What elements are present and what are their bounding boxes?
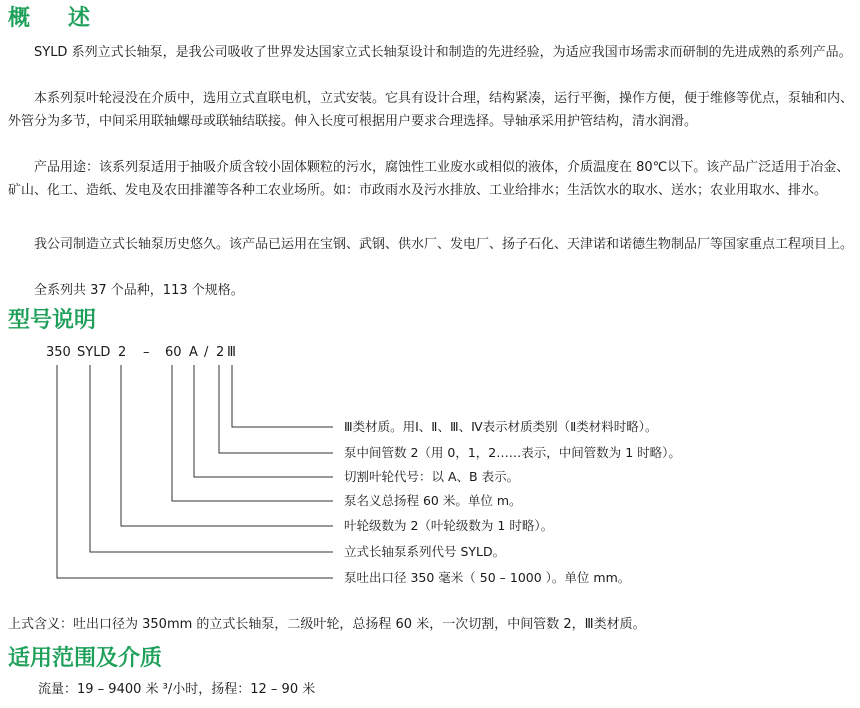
overview-paragraph-structure: 本系列泵叶轮浸没在介质中，选用立式直联电机，立式安装。它具有设计合理，结构紧凑，运行平衡，操作方便，便于维修等优点，泵轴和内、外管分为多节，中间采用联轴螺母或联轴结联接。伸入长度可根据用户要求合理选择。导轴承采用护管结构，清水润滑。 [8,91,854,129]
desc-pipes: 泵中间管数 2（用 0，1，2……表示，中间管数为 1 时略）。 [344,445,681,460]
desc-diameter: 泵吐出口径 350 毫米（ 50 – 1000 ）。单位 mm。 [344,570,631,585]
overview-heading: 概 述 [8,6,99,31]
model-part-stages: 2 [118,345,127,360]
model-part-material: Ⅲ [227,345,236,360]
model-heading: 型号说明 [8,308,97,333]
model-part-head: 60 [165,345,182,360]
desc-head: 泵名义总扬程 60 米。单位 m。 [344,493,522,508]
overview-paragraph-history: 我公司制造立式长轴泵历史悠久。该产品已运用在宝钢、武钢、供水厂、发电厂、扬子石化、天津诺和诺德生物制品厂等国家重点工程项目上。 [34,237,854,252]
scope-heading: 适用范围及介质 [8,646,163,671]
model-part-slash: / [204,345,209,360]
desc-stages: 叶轮级数为 2（叶轮级数为 1 时略）。 [344,518,554,533]
connector-series [90,365,333,552]
model-part-series: SYLD [77,345,111,360]
model-part-dash: – [143,345,150,360]
desc-cut: 切割叶轮代号：以 A、B 表示。 [344,469,520,484]
model-summary: 上式含义：吐出口径为 350mm 的立式长轴泵，二级叶轮，总扬程 60 米，一次切割，中间管数 2，Ⅲ类材质。 [8,617,646,632]
desc-series: 立式长轴泵系列代号 SYLD。 [344,544,506,559]
model-part-pipes: 2 [216,345,225,360]
model-part-diameter: 350 [46,345,71,360]
overview-paragraph-intro: SYLD 系列立式长轴泵，是我公司吸收了世界发达国家立式长轴泵设计和制造的先进经验，为适应我国市场需求而研制的先进成熟的系列产品。 [34,45,852,60]
connector-pipes [219,365,333,453]
connector-material [232,365,333,427]
desc-material: Ⅲ类材质。用Ⅰ、Ⅱ、Ⅲ、Ⅳ表示材质类别（Ⅱ类材料时略）。 [344,419,658,434]
model-part-cut: A [189,345,198,360]
connector-cut [194,365,333,477]
overview-paragraph-range: 全系列共 37 个品种，113 个规格。 [34,283,244,298]
overview-paragraph-usage: 产品用途：该系列泵适用于抽吸介质含较小固体颗粒的污水，腐蚀性工业废水或相似的液体，介质温度在 80℃以下。该产品广泛适用于冶金、矿山、化工、造纸、发电及农田排灌等各种工农业场所。如：市政雨水及污水排放、工业给排水；生活饮水的取水、送水；农业用取水、排水。 [8,160,850,198]
connector-diameter [57,365,333,578]
connector-stages [121,365,333,526]
flow-head-range: 流量：19 – 9400 米 ³/小时，扬程：12 – 90 米 [38,682,316,697]
connector-head [172,365,333,501]
